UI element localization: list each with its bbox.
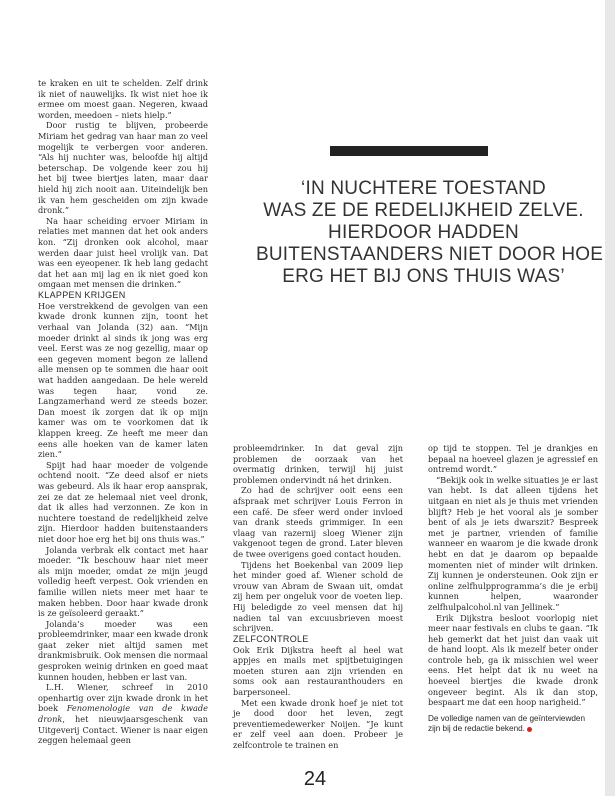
article-column-3	[428, 443, 598, 735]
page-number: 24	[303, 768, 327, 790]
pullquote	[256, 178, 604, 288]
page-edge-strip	[605, 0, 615, 796]
section-heading-klappen-krijgen: KLAPPEN KRIJGEN	[38, 289, 126, 300]
paragraph: Na haar scheiding ervoer Miriam in relaties met mannen dat het ook anders kon. “Zij dronken ook alcohol, maar werden daar juist heel vrolijk van. Dat was een eyeopener. Ik heb lang gedacht dat het aan mij lag en ik niet goed kon omgaan met mensen die drinken.”	[38, 215, 208, 290]
paragraph: Jolanda’s moeder was een probleemdrinker, maar een kwade dronk gaat zeker niet altijd samen met drankmisbruik. Ook mensen die normaal gesproken weinig drinken en goed maat kunnen houden, hebben er last van.	[38, 618, 208, 682]
paragraph	[38, 682, 208, 746]
book-title: Fenomenologie van de kwade dronk	[38, 703, 208, 725]
article-column-1	[38, 78, 208, 746]
end-mark-dot-icon	[527, 727, 532, 732]
section-heading-zelfcontrole: ZELFCONTROLE	[233, 633, 309, 644]
paragraph: Door rustig te blijven, probeerde Miriam het gedrag van haar man zo veel mogelijk te verbergen voor anderen. “Als hij nuchter was, beloofde hij altijd beterschap. De volgende keer zou hij het bij twee biertjes laten, maar daar hield hij zich nooit aan. Uiteindelijk ben ik van hem gescheiden om zijn kwade dronk.”	[38, 120, 208, 216]
pullquote-line: HIERDOOR HADDEN	[328, 222, 519, 243]
footnote-text: De volledige namen van de geïnterviewden zijn bij de redactie bekend.	[428, 713, 586, 734]
pullquote-line: BUITENSTAANDERS NIET DOOR HOE	[256, 244, 604, 265]
paragraph: Tijdens het Boekenbal van 2009 liep het minder goed af. Wiener schold de vrouw van Abram de Swaan uit, omdat zij hem per ongeluk voor de voeten liep. Hij beledigde zo veel mensen dat hij nadien tal van excuusbrieven moest schrijven.	[233, 559, 403, 634]
footnote	[428, 714, 598, 735]
paragraph: Erik Dijkstra besloot voorlopig niet meer naar festivals en clubs te gaan. “Ik heb gemerkt dat het juist dan vaak uit de hand loopt. Als ik mezelf beter onder controle heb, ga ik misschien wel weer eens. Het helpt dat ik nu weet na hoeveel biertjes die kwade dronk ongeveer begint. Als ik dan stop, bespaart me dat een hoop narigheid.”	[428, 612, 598, 708]
paragraph: te kraken en uit te schelden. Zelf drink ik niet of nauwelijks. Ik wist niet hoe ik ermee om moest gaan. Negeren, kwaad worden, meedoen – niets hielp.”	[38, 78, 208, 120]
paragraph: Met een kwade dronk hoef je niet tot je dood door het leven, zegt preventiemedewerker Noijen. “Je kunt er zelf veel aan doen. Probeer je zelfcontrole te trainen en	[233, 697, 403, 751]
pullquote-line: ERG HET BIJ ONS THUIS WAS’	[282, 266, 565, 287]
article-column-2	[233, 443, 403, 751]
paragraph-text: , het nieuwjaarsgeschenk van Uitgeverij Contact. Wiener is naar eigen zeggen helemaal geen	[38, 714, 208, 746]
pullquote-bar	[330, 146, 488, 156]
paragraph-text: L.H. Wiener, schreef in 2010 openhartig over zijn kwade dronk in het boek	[38, 682, 208, 714]
paragraph: probleemdrinker. In dat geval zijn problemen de oorzaak van het overmatig drinken, terwijl hij juist problemen ondervindt ná het drinken.	[233, 443, 403, 485]
paragraph: Spijt had haar moeder de volgende ochtend nooit. “Ze deed alsof er niets was gebeurd. Als ik haar erop aansprak, zei ze dat ze helemaal niet veel dronk, dat ik alles had verzonnen. Ze kon in nuchtere toestand de redelijkheid zelve zijn. Hierdoor hadden buitenstaanders niet door hoe erg het bij ons thuis was.”	[38, 459, 208, 544]
paragraph: op tijd te stoppen. Tel je drankjes en bepaal na hoeveel glazen je agressief en ontremd wordt.”	[428, 443, 598, 475]
paragraph: Ook Erik Dijkstra heeft al heel wat appjes en mails met spijtbetuigingen moeten sturen aan zijn vrienden en soms ook aan restauranthouders en barpersoneel.	[233, 644, 403, 698]
paragraph: “Bekijk ook in welke situaties je er last van hebt. Is dat alleen tijdens het uitgaan en niet als je thuis met vrienden blijft? Heb je het vooral als je somber bent of als je iets dwarszit? Bespreek met je partner, vrienden of familie wanneer en waarom je die kwade dronk hebt en dat je daarom op bepaalde momenten niet of minder wilt drinken. Zij kunnen je ondersteunen. Ook zijn er online zelfhulpprogramma’s die je erbij kunnen helpen, waaronder zelfhulpalcohol.nl van Jellinek.”	[428, 474, 598, 612]
pullquote-line: WAS ZE DE REDELIJKHEID ZELVE.	[263, 200, 584, 221]
paragraph: Hoe verstrekkend de gevolgen van een kwade dronk kunnen zijn, toont het verhaal van Jolanda (32) aan. “Mijn moeder drinkt al sinds ik jong was erg veel. Eerst was ze nog gezellig, maar op een gegeven moment begon ze lallend alle mensen op te sommen die haar ooit wat hadden aangedaan. De hele wereld was tegen haar, vond ze. Langzamerhand werd ze steeds bozer. Dan moest ik zorgen dat ik op mijn kamer was om te voorkomen dat ik klappen kreeg. Ze heeft me meer dan eens alle hoeken van de kamer laten zien.”	[38, 300, 208, 460]
paragraph: Jolanda verbrak elk contact met haar moeder. “Ik beschouw haar niet meer als mijn moeder, omdat ze mijn jeugd volledig heeft verpest. Ook vrienden en familie willen niets meer met haar te maken hebben. Door haar kwade dronk is ze geïsoleerd geraakt.”	[38, 544, 208, 619]
paragraph: Zo had de schrijver ooit eens een afspraak met schrijver Louis Ferron in een café. De sfeer werd onder invloed van drank steeds grimmiger. In een vlaag van razernij sloeg Wiener zijn vakgenoot tegen de grond. Later bleven de twee overigens goed contact houden.	[233, 485, 403, 559]
pullquote-line: ‘IN NUCHTERE TOESTAND	[301, 178, 546, 199]
